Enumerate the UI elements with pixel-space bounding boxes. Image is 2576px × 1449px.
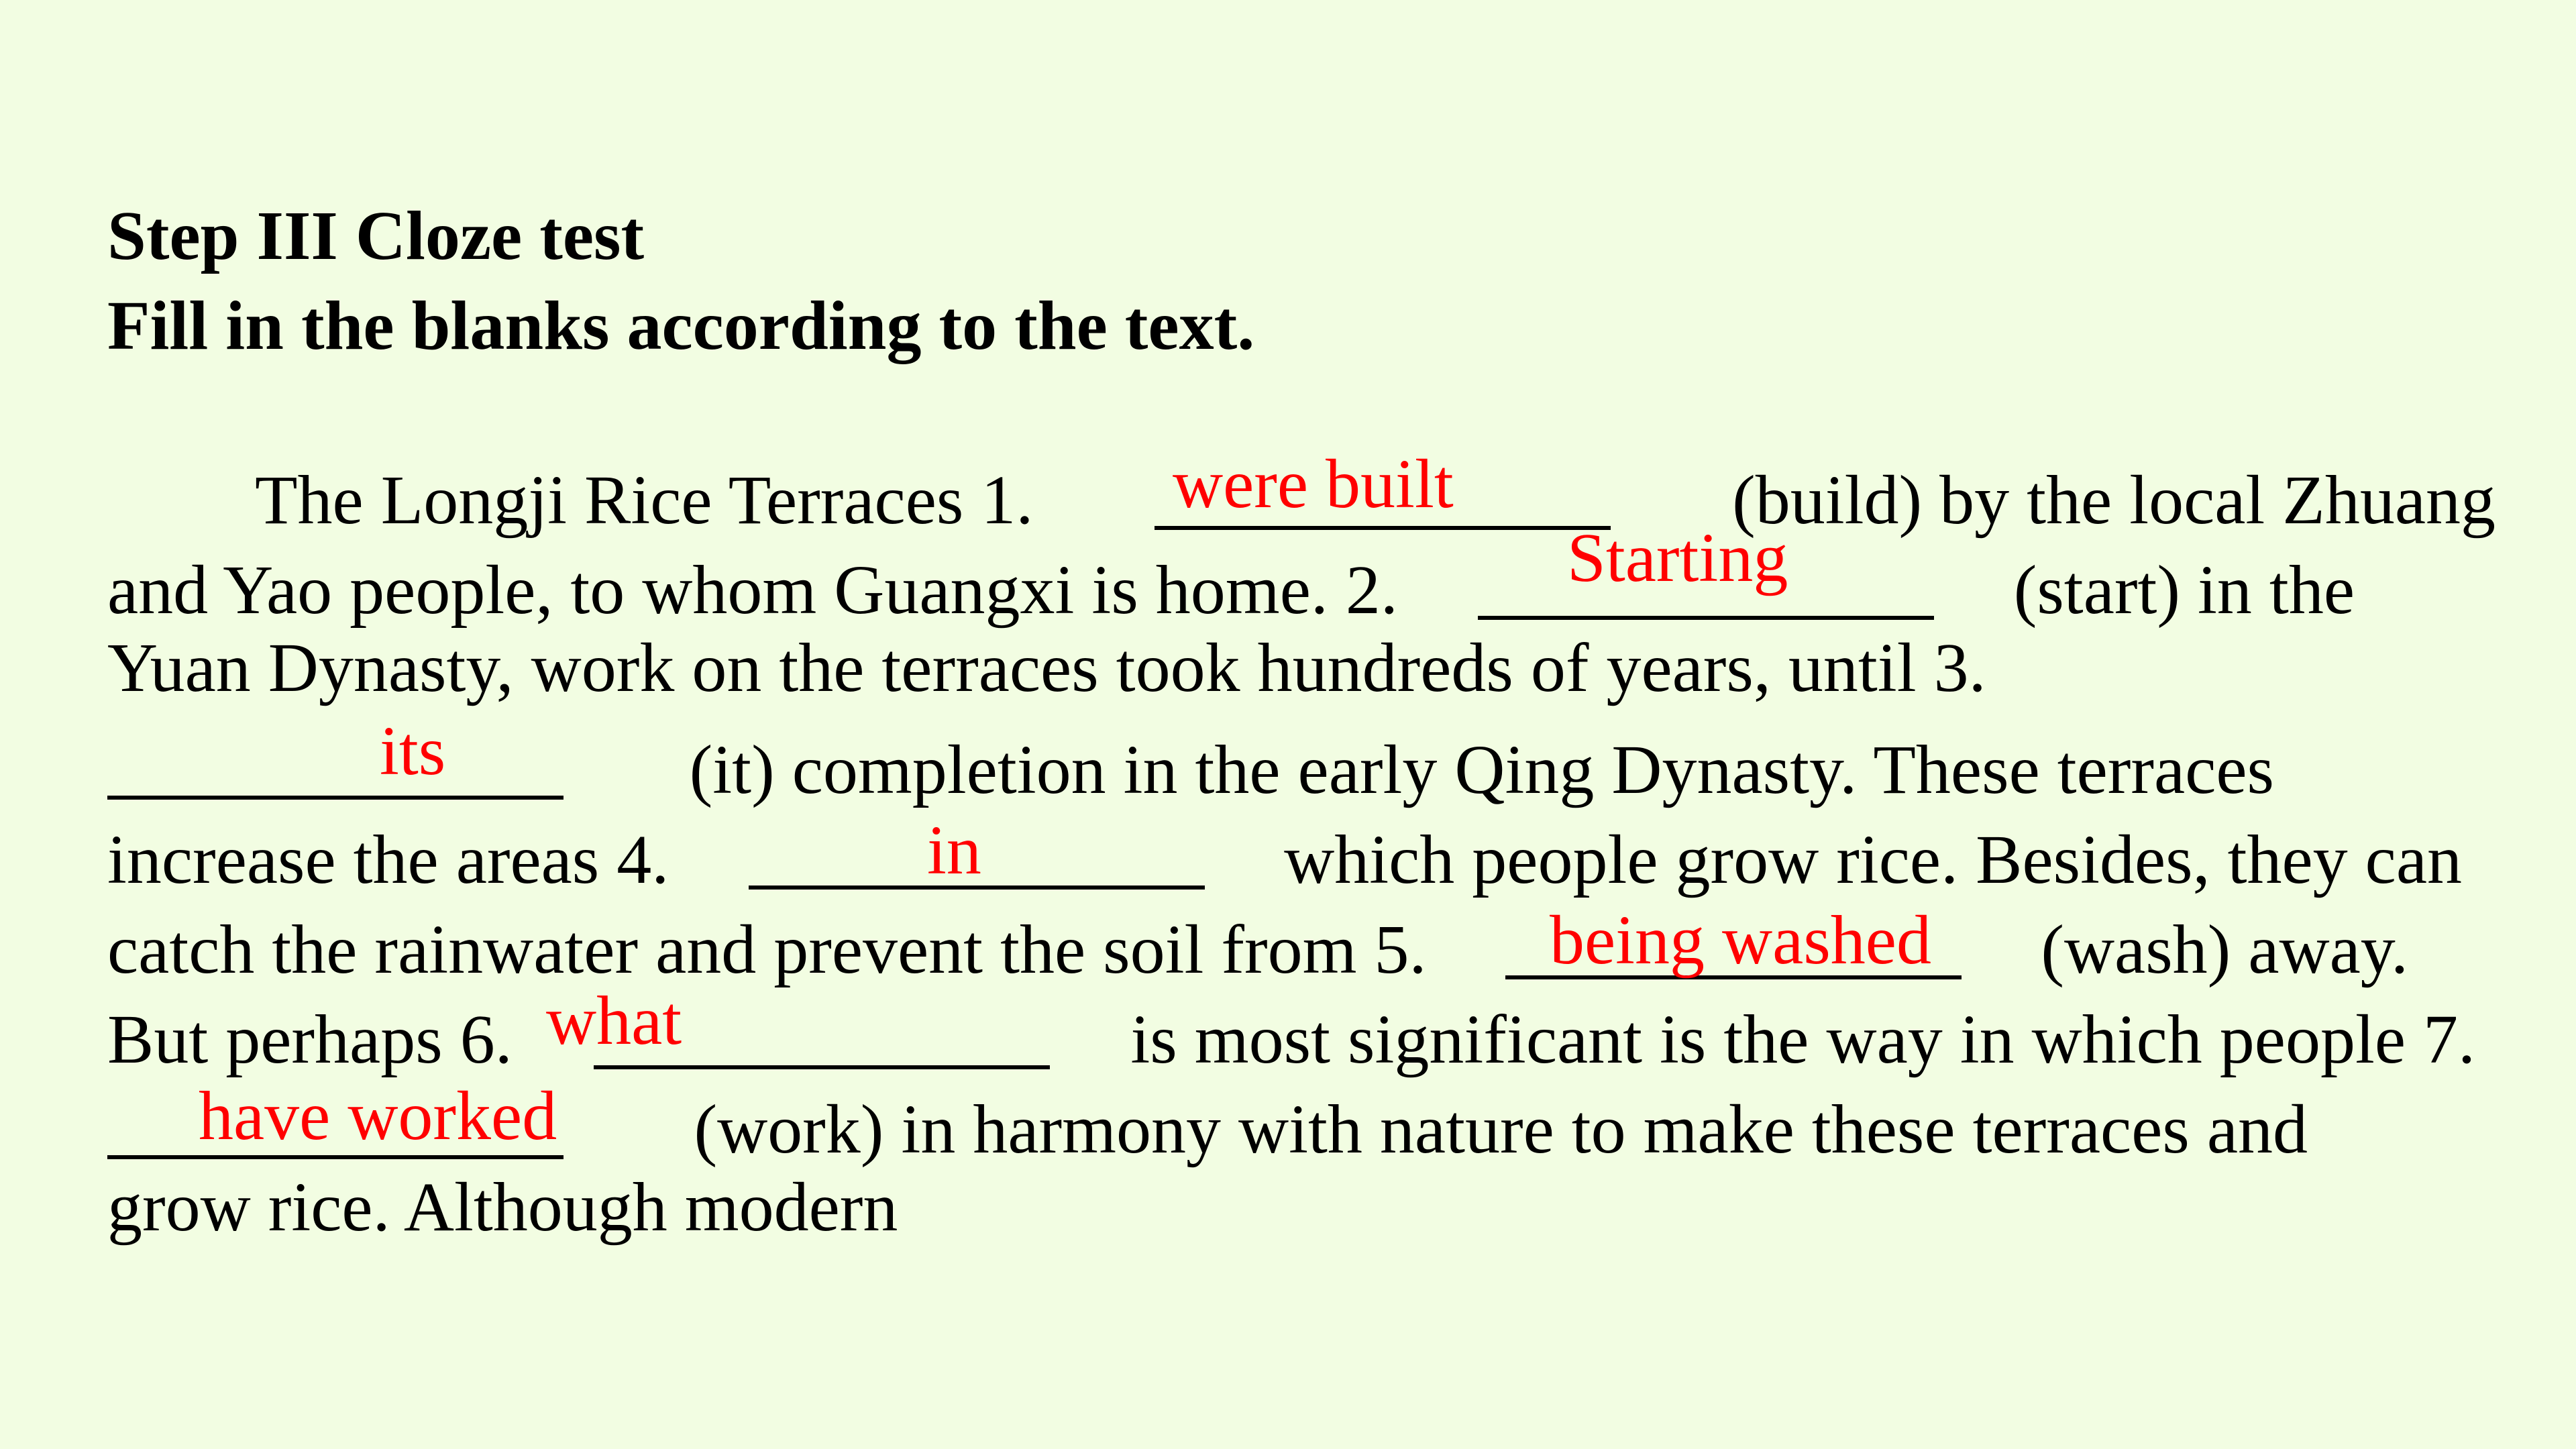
answer-7: have worked [199,1077,557,1155]
passage-line-9 [107,1169,2496,1246]
passage-line-5 [107,813,2462,898]
passage-line-6 [107,903,2408,988]
passage-text: (start) in the [2013,551,2355,629]
passage-text: increase the areas 4. [107,821,669,898]
passage-line-2 [107,543,2355,629]
passage-text: Yuan Dynasty, work on the terraces took hundreds of years, until 3. [107,629,1986,706]
answer-5: being washed [1550,902,1931,979]
passage-text: and Yao people, to whom Guangxi is home. 2. [107,551,1398,629]
passage-text: (build) by the local Zhuang [1732,462,2496,539]
passage-text: is most significant is the way in which people 7. [1130,1001,2475,1078]
passage-text: which people grow rice. Besides, they can [1284,821,2462,898]
answer-2: Starting [1567,519,1788,596]
answer-6: what [546,982,682,1059]
passage-text: But perhaps 6. [107,1001,513,1078]
passage-text: (work) in harmony with nature to make these terraces and [694,1091,2308,1168]
passage-line-3 [107,629,2496,706]
passage-text: catch the rainwater and prevent the soil from 5. [107,911,1427,988]
passage-text: grow rice. Although modern [107,1169,898,1246]
passage-text: The Longji Rice Terraces 1. [255,462,1034,539]
instruction-heading: Fill in the blanks according to the text. [107,287,1255,364]
answer-4: in [927,812,981,889]
passage-text: (it) completion in the early Qing Dynasty. These terraces [689,731,2274,808]
answer-3: its [380,712,446,790]
passage-text: (wash) away. [2041,911,2408,988]
answer-1: were built [1173,445,1454,523]
blank-3 [107,723,564,793]
step-heading: Step III Cloze test [107,197,645,274]
passage-line-7 [107,993,2475,1078]
